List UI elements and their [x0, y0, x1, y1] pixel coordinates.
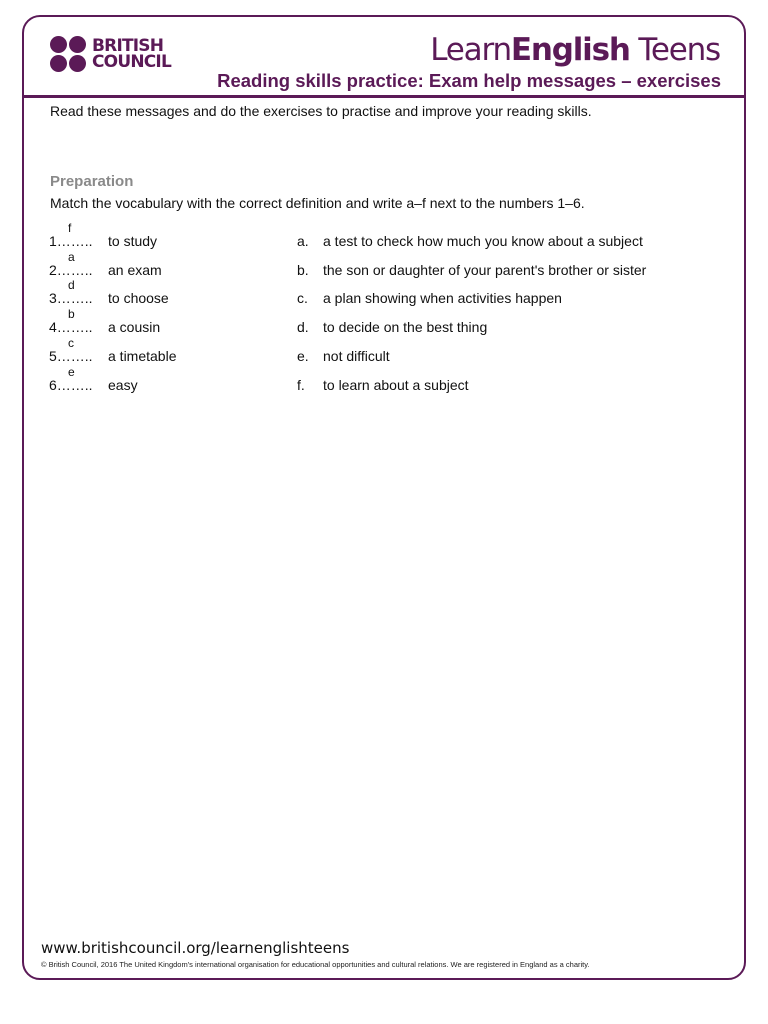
section-heading-preparation: Preparation [50, 173, 134, 190]
definition-letter: d. [297, 319, 309, 336]
handwritten-answer: c [68, 335, 74, 350]
logo-line-2: COUNCIL [92, 52, 171, 72]
brand-english: English [510, 32, 630, 68]
definition-text: to learn about a subject [323, 376, 469, 393]
british-council-dots-icon [50, 36, 86, 72]
vocabulary-term: a timetable [108, 347, 177, 364]
handwritten-answer: b [68, 307, 75, 322]
vocabulary-term: easy [108, 376, 138, 393]
handwritten-answer: d [68, 278, 75, 293]
item-number: 6…….. [49, 376, 93, 393]
handwritten-answer: f [68, 221, 72, 235]
item-number: 2…….. [49, 261, 93, 278]
exercise-row [0, 221, 768, 262]
definition-text: a test to check how much you know about a subject [323, 233, 643, 249]
footer-url: www.britishcouncil.org/learnenglishteens [41, 939, 350, 957]
definition-text: the son or daughter of your parent's brother or sister [323, 261, 647, 278]
item-number: 4…….. [49, 319, 93, 336]
learnenglish-teens-brand [430, 32, 720, 68]
brand-learn: Learn [430, 32, 511, 68]
item-number: 3…….. [49, 290, 93, 307]
definition-letter: b. [297, 261, 309, 278]
handwritten-answer: a [68, 249, 75, 264]
footer-copyright: © British Council, 2016 The United Kingdom's international organisation for educational opportunities and cultural relations. We are registered in England as a charity. [41, 960, 590, 969]
item-number: 1…….. [49, 233, 93, 249]
exercise-row [0, 335, 768, 377]
definition-text: a plan showing when activities happen [323, 290, 562, 307]
definition-letter: f. [297, 376, 305, 393]
definition-letter: c. [297, 290, 308, 307]
exercise-row [0, 249, 768, 291]
page-border [22, 15, 746, 980]
exercise-row [0, 364, 768, 406]
british-council-logo [50, 36, 171, 72]
item-number: 5…….. [49, 347, 93, 364]
vocabulary-term: a cousin [108, 319, 161, 336]
definition-text: not difficult [323, 347, 390, 364]
definition-text: to decide on the best thing [323, 319, 488, 336]
vocabulary-term: an exam [108, 261, 162, 278]
brand-teens: Teens [629, 32, 720, 68]
definition-letter: a. [297, 233, 309, 249]
exercise-row [0, 307, 768, 348]
vocabulary-term: to choose [108, 290, 169, 307]
exercise-row [0, 278, 768, 322]
intro-text: Read these messages and do the exercises to practise and improve your reading skills. [50, 103, 592, 119]
definition-letter: e. [297, 347, 309, 364]
logo-line-1: BRITISH [92, 36, 164, 56]
vocabulary-term: to study [108, 233, 158, 249]
header-divider [22, 95, 746, 98]
handwritten-answer: e [68, 364, 75, 379]
document-title: Reading skills practice: Exam help messages – exercises [217, 70, 721, 91]
exercise-instruction: Match the vocabulary with the correct definition and write a–f next to the numbers 1–6. [50, 195, 585, 211]
